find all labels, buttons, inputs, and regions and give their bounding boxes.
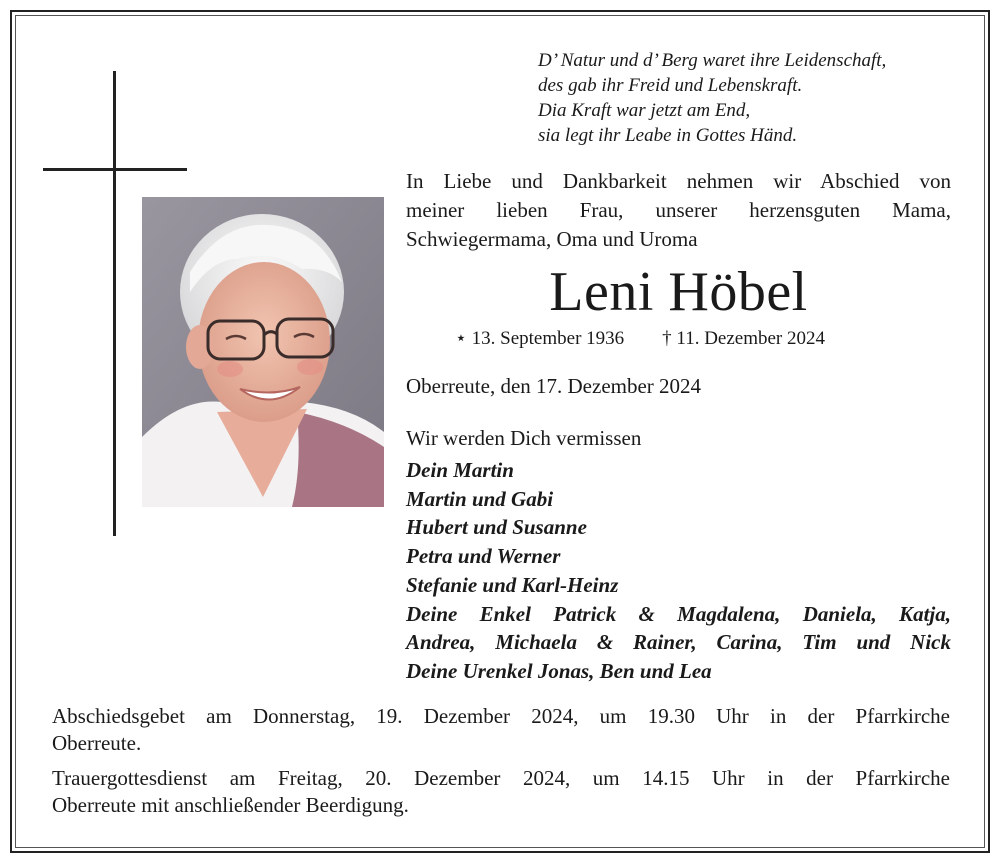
service-notice (52, 765, 950, 819)
poem-line: Dia Kraft war jetzt am End, (538, 100, 751, 121)
life-dates (455, 327, 825, 351)
prayer-line: Oberreute. (52, 731, 142, 755)
cross-icon (113, 71, 116, 536)
service-line: Trauergottesdienst am Freitag, 20. Dezember 2024, um 14.15 Uhr in der Pfarrkirche (52, 766, 950, 790)
prayer-line: Abschiedsgebet am Donnerstag, 19. Dezember 2024, um 19.30 Uhr in der Pfarrkirche (52, 704, 950, 728)
poem-line: D’ Natur und d’ Berg waret ihre Leidenschaft, (538, 50, 887, 71)
intro-line: In Liebe und Dankbarkeit nehmen wir Abschied von (406, 169, 951, 193)
funeral-info (52, 703, 950, 827)
family-member: Petra und Werner (406, 544, 561, 569)
family-member: Deine Enkel Patrick & Magdalena, Daniela, Katja, (406, 601, 951, 626)
poem-line: sia legt ihr Leabe in Gottes Händ. (538, 125, 798, 146)
miss-line: Wir werden Dich vermissen (406, 426, 642, 450)
intro-line: Schwiegermama, Oma und Uroma (406, 227, 698, 251)
family-member: Deine Urenkel Jonas, Ben und Lea (406, 658, 712, 683)
intro-line: meiner lieben Frau, unserer herzensguten Mama, (406, 198, 951, 222)
death-date: † 11. Dezember 2024 (662, 328, 826, 349)
poem-line: des gab ihr Freid und Lebenskraft. (538, 75, 803, 96)
birth-date: ⋆ 13. September 1936 (455, 328, 625, 349)
family-member: Andrea, Michaela & Rainer, Carina, Tim und Nick (406, 630, 951, 655)
prayer-notice (52, 703, 950, 757)
family-member: Hubert und Susanne (406, 515, 587, 540)
place-date: Oberreute, den 17. Dezember 2024 (406, 374, 702, 398)
family-member: Stefanie und Karl-Heinz (406, 572, 619, 597)
family-list (406, 456, 951, 686)
deceased-name: Leni Höbel (549, 261, 808, 323)
intro-text (406, 167, 951, 254)
cross-icon-bar (43, 168, 187, 171)
service-line: Oberreute mit anschließender Beerdigung. (52, 793, 409, 817)
family-member: Martin und Gabi (406, 486, 554, 511)
poem (538, 48, 958, 148)
family-member: Dein Martin (406, 458, 514, 482)
portrait-photo (142, 197, 384, 507)
